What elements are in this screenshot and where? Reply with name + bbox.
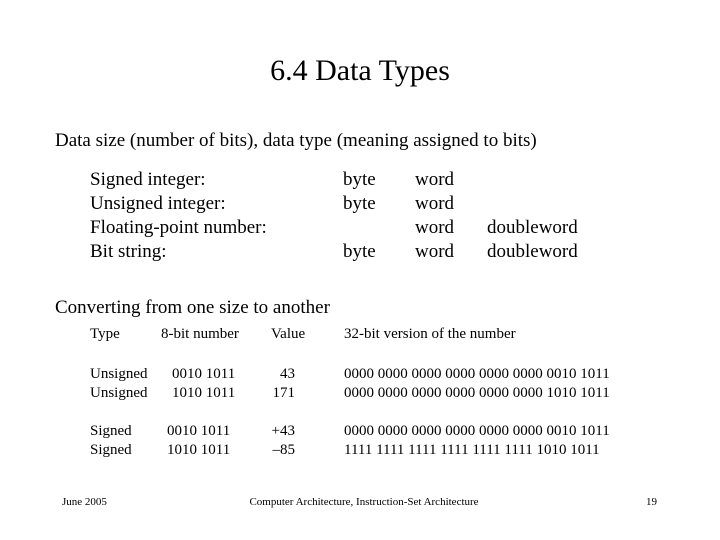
row-32bit: 1111 1111 1111 1111 1111 1111 1010 1011 <box>344 442 600 458</box>
footer-course-title: Computer Architecture, Instruction-Set Architecture <box>249 496 479 508</box>
row-value: +43 <box>271 423 295 439</box>
footer-page-number: 19 <box>646 496 657 508</box>
row-32bit: 0000 0000 0000 0000 0000 0000 0010 1011 <box>344 423 610 439</box>
size-doubleword: doubleword <box>487 241 578 262</box>
row-8bit: 1010 1011 <box>167 442 231 458</box>
col-header-32bit: 32-bit version of the number <box>344 326 516 342</box>
size-byte: byte <box>343 193 376 214</box>
conversion-heading: Converting from one size to another <box>55 297 330 318</box>
size-word: word <box>415 193 455 214</box>
size-type-name: Signed integer: <box>90 169 206 190</box>
size-type-name: Bit string: <box>90 241 167 262</box>
size-byte: byte <box>343 241 376 262</box>
row-8bit: 0010 1011 <box>167 423 231 439</box>
row-8bit: 1010 1011 <box>172 385 236 401</box>
row-type: Signed <box>90 442 132 458</box>
intro-text: Data size (number of bits), data type (meaning assigned to bits) <box>55 130 537 151</box>
col-header-type: Type <box>90 326 120 342</box>
row-type: Unsigned <box>90 366 148 382</box>
size-word: word <box>415 241 455 262</box>
size-word: word <box>415 217 455 238</box>
row-32bit: 0000 0000 0000 0000 0000 0000 0010 1011 <box>344 366 610 382</box>
row-32bit: 0000 0000 0000 0000 0000 0000 1010 1011 <box>344 385 610 401</box>
row-value: –85 <box>272 442 295 458</box>
size-type-name: Floating-point number: <box>90 217 267 238</box>
row-8bit: 0010 1011 <box>172 366 236 382</box>
size-word: word <box>415 169 455 190</box>
size-doubleword: doubleword <box>487 217 578 238</box>
row-value: 43 <box>280 366 295 382</box>
row-value: 171 <box>272 385 295 401</box>
slide-title: 6.4 Data Types <box>270 54 450 87</box>
row-type: Unsigned <box>90 385 148 401</box>
col-header-8bit: 8-bit number <box>161 326 239 342</box>
size-type-name: Unsigned integer: <box>90 193 226 214</box>
col-header-value: Value <box>271 326 306 342</box>
size-byte: byte <box>343 169 376 190</box>
footer-date: June 2005 <box>62 496 107 508</box>
row-type: Signed <box>90 423 132 439</box>
